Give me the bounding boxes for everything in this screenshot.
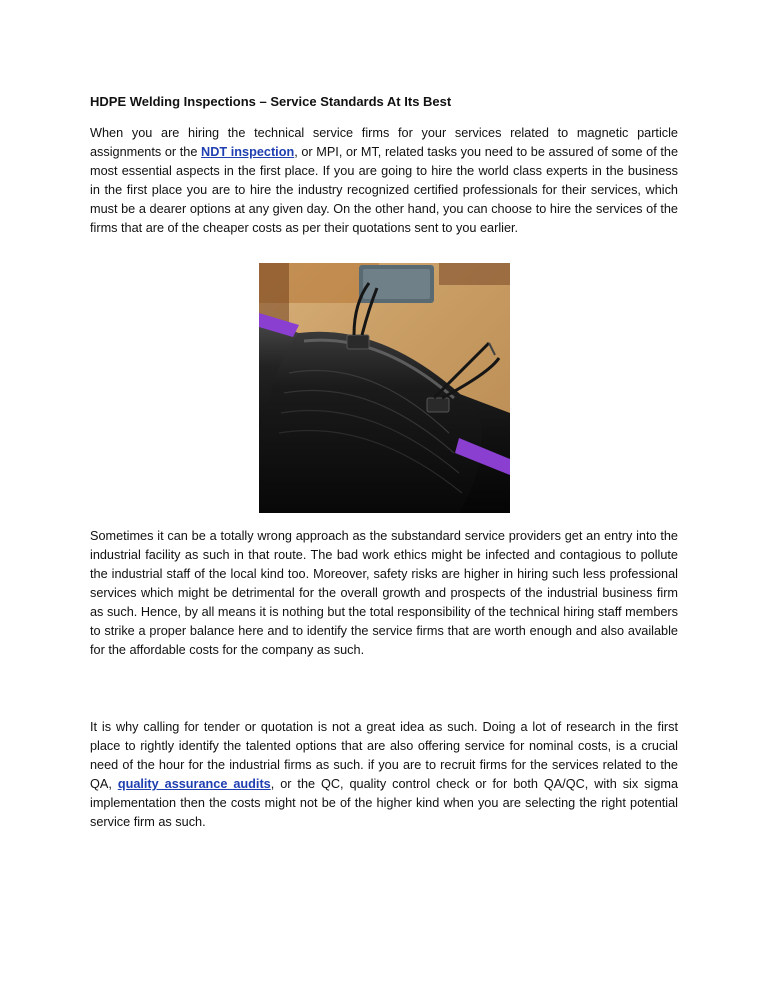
paragraph-2: Sometimes it can be a totally wrong approach as the substandard service providers get an entry into the industrial facility as such in that route. The bad work ethics might be infected and contagious to pollute the industrial staff of the local kind too. Moreover, safety risks are higher in hiring such less professional services which might be detrimental for the overall growth and prospects of the industrial business firm as such. Hence, by all means it is nothing but the total responsibility of the technical hiring staff members to strike a proper balance here and to identify the service firms that are worth enough and also available for the affordable costs for the company as such. <box>90 529 678 657</box>
paragraph-3-text-end: , or the QC, quality control check or for both QA/QC, with six sigma implementation then the costs might not be of the higher kind when you are selecting the right potential service firm as such. <box>90 777 678 829</box>
document-title: HDPE Welding Inspections – Service Standards At Its Best <box>90 94 452 109</box>
paragraph-3 <box>90 718 678 832</box>
ndt-inspection-link[interactable]: NDT inspection <box>201 145 295 159</box>
paragraph-1 <box>90 124 678 238</box>
quality-assurance-audits-link[interactable]: quality assurance audits <box>117 777 271 791</box>
paragraph-3-text-start: It is why calling for tender or quotation is not a great idea as such. Doing a lot of research in the first place to rightly identify the talented options that are also offering service for nominal costs, is a crucial need of the hour for the industrial firms as such. if you are to recruit firms for the services related to the QA, <box>90 720 678 791</box>
paragraph-1-text-start: When you are hiring the technical service firms for your services related to magnetic particle assignments or the <box>90 126 678 159</box>
paragraph-1-text-end: , or MPI, or MT, related tasks you need to be assured of some of the most essential aspects in the first place. If you are going to hire the world class experts in the business in the first place you are to hire the industry recognized certified professionals for their services, which must be a dearer options at any given day. On the other hand, you can choose to hire the services of the firms that are of the cheaper costs as per their quotations sent to you earlier. <box>90 145 679 235</box>
hdpe-pipe-photo <box>259 263 510 513</box>
hdpe-pipe-illustration <box>259 263 510 513</box>
